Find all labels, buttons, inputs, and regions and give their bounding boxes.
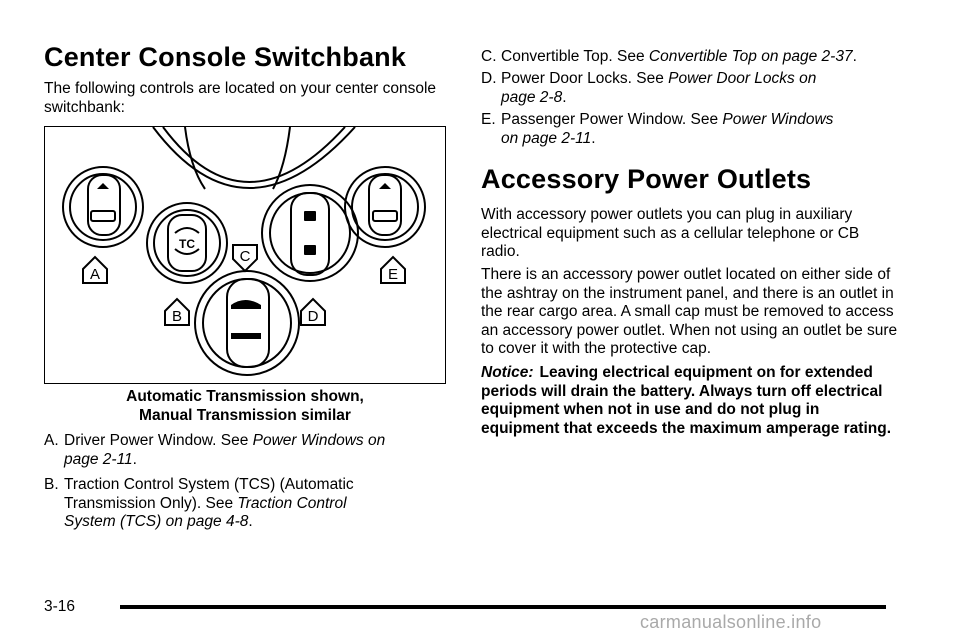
switchbank-illustration <box>44 126 446 384</box>
notice-text: Leaving electrical equipment on for extended periods will drain the battery. Always turn off electrical equipment when not in use and do not plug in equipment that exceeds the maximum amperage rating. <box>481 364 892 437</box>
item-b-link[interactable]: Traction Control <box>237 494 347 512</box>
lock-icon <box>304 245 316 255</box>
item-b-link-page[interactable]: System (TCS) on page 4-8 <box>64 513 249 530</box>
section-heading-outlets: Accessory Power Outlets <box>481 164 812 194</box>
top-down-icon <box>231 333 261 339</box>
item-b-text-2: Transmission Only). See <box>64 494 238 512</box>
list-item-a <box>44 432 448 469</box>
item-b-text: Traction Control System (TCS) (Automatic <box>64 476 354 493</box>
item-c-link[interactable]: Convertible Top on page 2-37 <box>648 48 853 65</box>
label-e: E <box>387 266 399 283</box>
switch-c <box>195 271 299 375</box>
window-icon-a <box>91 211 115 221</box>
item-a-end: . <box>132 450 137 468</box>
unlock-icon <box>304 211 316 221</box>
item-d-text: Power Door Locks. See <box>501 70 669 87</box>
notice-label: Notice: <box>481 364 534 381</box>
list-item-b <box>44 476 448 532</box>
item-e-letter: E. <box>481 111 496 128</box>
list-item-d <box>481 70 911 107</box>
item-a-link[interactable]: Power Windows on <box>252 432 386 449</box>
window-icon-e <box>373 211 397 221</box>
outlets-paragraph-2: There is an accessory power outlet located on either side of the ashtray on the instrument panel, and there is an outlet in the rear cargo area. A small cap must be removed to access an accessory power outlet. When not using an outlet be sure to cover it with the protective cap. <box>481 266 898 357</box>
tcs-icon: TC <box>179 237 195 251</box>
label-c: C <box>239 248 251 265</box>
label-b: B <box>171 308 183 325</box>
label-d: D <box>307 308 319 325</box>
top-curve-left <box>185 127 205 189</box>
figure-caption <box>44 388 446 425</box>
label-a: A <box>89 266 101 283</box>
window-up-icon-a <box>97 183 109 189</box>
caption-line-1: Automatic Transmission shown, <box>126 388 364 405</box>
item-e-link-page[interactable]: on page 2-11 <box>501 129 592 147</box>
item-d-letter: D. <box>481 70 497 87</box>
window-up-icon-e <box>379 183 391 189</box>
item-c-letter: C. <box>481 48 497 65</box>
page-number: 3-16 <box>44 598 76 615</box>
watermark: carmanualsonline.info <box>640 612 822 632</box>
item-e-end: . <box>591 129 596 147</box>
item-c-text: Convertible Top. See <box>501 48 649 65</box>
list-item-c <box>481 48 911 67</box>
intro-paragraph: The following controls are located on your center console switchbank: <box>44 80 437 116</box>
item-e-link[interactable]: Power Windows <box>722 111 834 128</box>
item-b-letter: B. <box>44 476 59 493</box>
item-d-end: . <box>562 88 567 106</box>
item-a-text: Driver Power Window. See <box>64 432 253 449</box>
top-up-icon <box>231 300 261 309</box>
list-item-e <box>481 111 911 148</box>
item-a-link-page[interactable]: page 2-11 <box>64 450 133 468</box>
switchbank-svg <box>45 127 445 383</box>
item-e-text: Passenger Power Window. See <box>501 111 723 128</box>
item-c-end: . <box>852 48 857 65</box>
switch-d <box>262 185 358 281</box>
notice-paragraph <box>481 364 901 438</box>
caption-line-2: Manual Transmission similar <box>139 406 351 424</box>
outlets-paragraph-1: With accessory power outlets you can plug in auxiliary electrical equipment such as a cellular telephone or CB radio. <box>481 206 860 260</box>
switch-a <box>63 167 143 247</box>
item-b-end: . <box>248 513 253 530</box>
footer-rule <box>120 605 886 609</box>
top-arc-outer <box>153 127 355 188</box>
item-d-link[interactable]: Power Door Locks on <box>668 70 817 87</box>
item-d-link-page[interactable]: page 2-8 <box>501 88 563 106</box>
item-a-letter: A. <box>44 432 59 449</box>
section-heading-console: Center Console Switchbank <box>44 42 407 72</box>
switch-e <box>345 167 425 247</box>
